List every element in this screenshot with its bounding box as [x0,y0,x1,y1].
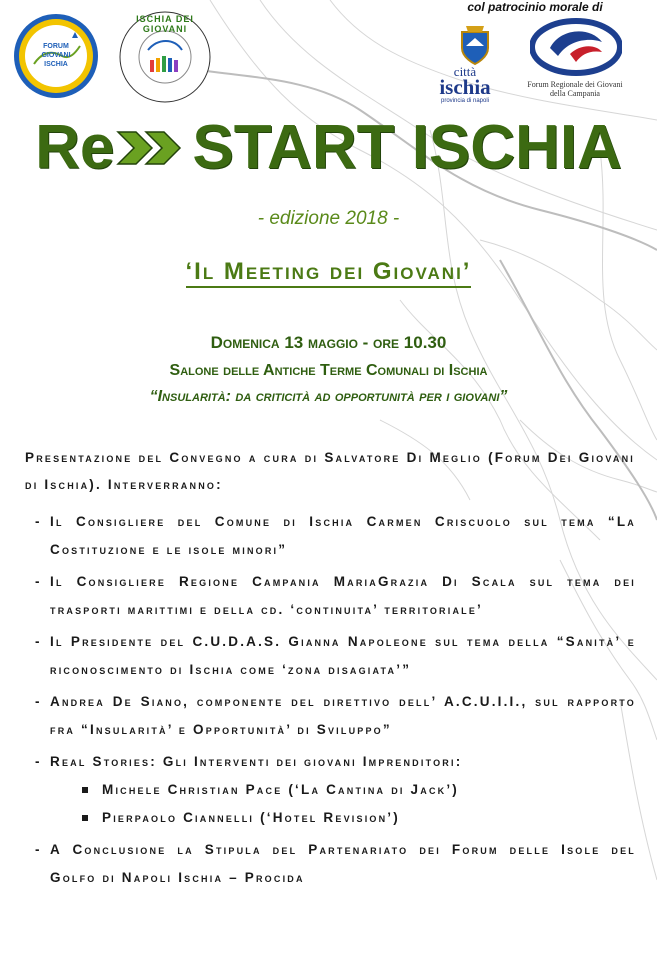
program-intro: Presentazione del Convegno a cura di Salvatore Di Meglio (Forum Dei Giovani di Ischia). Interverranno: [25,450,635,492]
citta-name: ischia [439,75,491,99]
list-item-text: Il Consigliere del Comune di Ischia Carmen Criscuolo sul tema “La Costituzione e le isole minori” [50,514,636,557]
list-item-text: Andrea De Siano, componente del direttivo dell’ A.C.U.I.I., sul rapporto fra “Insularità’ e Opportunità’ di Sviluppo” [50,694,636,737]
sub-list-item [30,804,636,832]
closing-text: A Conclusione la Stipula del Partenariato dei Forum delle Isole del Golfo di Napoli Ischia – Procida [50,842,636,885]
event-theme: “Insularità: da criticità ad opportunità per i giovani” [149,388,508,405]
citta-di-ischia-logo [420,24,530,104]
dash-bullet: - [35,842,42,857]
list-item [30,628,636,684]
dash-bullet: - [35,694,42,709]
regione-emblem-icon [530,18,622,76]
list-item [30,508,636,564]
list-item [30,748,636,832]
patronage-label: col patrocinio morale di [467,0,603,14]
event-place: Salone delle Antiche Terme Comunali di Ischia [169,362,488,379]
list-item-text: Real Stories: Gli Interventi dei giovani Imprenditori: [50,754,463,769]
forum-logo-line-3: ISCHIA [44,61,68,68]
double-chevron-icon [116,128,190,168]
meeting-heading-text: ‘Il Meeting dei Giovani’ [186,258,472,288]
dash-bullet: - [35,754,42,769]
forum-regionale-campania-logo [520,18,630,110]
forum-giovani-ischia-logo [12,12,100,100]
list-item-text: Il Consigliere Regione Campania MariaGrazia Di Scala sul tema dei trasporti marittimi e della cd. ‘continuita’ territoriale’ [50,574,636,617]
meeting-heading [0,258,657,286]
ischia-logo-ring-text: ISCHIA DEI GIOVANI [136,14,194,34]
sub-list-item-text: Pierpaolo Ciannelli (‘Hotel Revision’) [102,810,400,825]
square-bullet-icon [82,815,88,821]
list-item-text: Il Presidente del C.U.D.A.S. Gianna Napoleone sul tema della “Sanità’ e riconoscimento di Ischia come ‘zona disagiata’” [50,634,636,677]
regione-caption-1: Forum Regionale dei Giovani [527,80,623,89]
list-item [30,568,636,624]
entrepreneur-list [30,776,636,832]
dash-bullet: - [35,514,42,529]
event-date: Domenica 13 maggio - ore 10.30 [210,333,447,352]
dash-bullet: - [35,574,42,589]
square-bullet-icon [82,787,88,793]
regione-caption-2: della Campania [550,89,600,98]
ischia-dei-giovani-logo [118,10,212,104]
crest-icon [460,26,490,66]
sub-list-item [30,776,636,804]
forum-logo-line-2: GIOVANI [41,52,71,59]
citta-brand: città [453,64,477,79]
list-item [30,688,636,744]
citta-sub: provincia di napoli [440,98,490,104]
title-right: START ISCHIA [192,113,622,182]
list-item [30,836,636,892]
edition-label: - edizione 2018 - [257,208,400,229]
sub-list-item-text: Michele Christian Pace (‘La Cantina di Jack’) [102,782,459,797]
title-left: Re [35,113,115,182]
page-title [0,112,657,183]
dash-bullet: - [35,634,42,649]
forum-logo-line-1: FORUM [43,43,69,50]
speaker-list [30,508,636,896]
